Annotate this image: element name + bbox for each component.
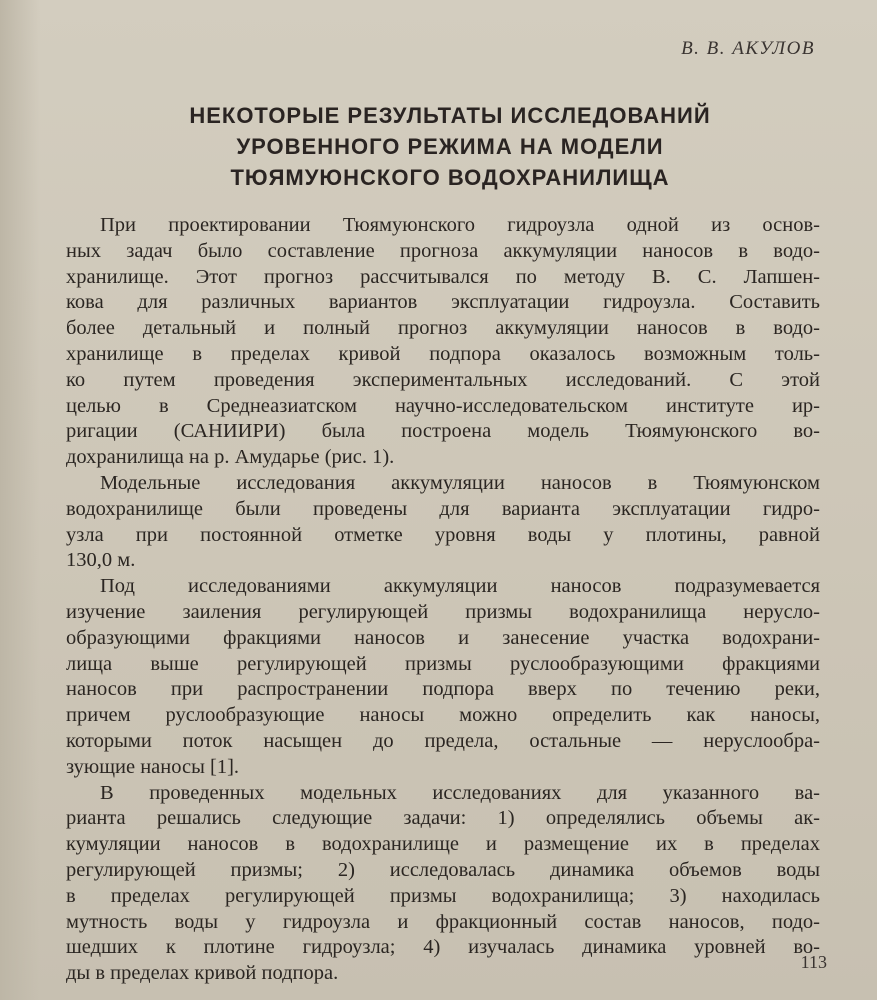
text-line: образующими фракциями наносов и занесение участка водохрани- — [66, 626, 820, 649]
text-line: лища выше регулирующей призмы руслообразующими фракциями — [66, 652, 820, 675]
text-line: шедших к плотине гидроузла; 4) изучалась динамика уровней во- — [66, 936, 820, 959]
text-line: в пределах регулирующей призмы водохранилища; 3) находилась — [66, 884, 820, 907]
paragraph-1 — [66, 213, 820, 471]
text-line: В проведенных модельных исследованиях для указанного ва- — [100, 781, 820, 804]
article-body — [66, 213, 820, 987]
text-line: которыми поток насыщен до предела, остальные — неруслообра- — [66, 729, 820, 752]
page-edge-shadow — [0, 0, 40, 1000]
text-line: целью в Среднеазиатском научно-исследовательском институте ир- — [66, 394, 820, 417]
text-line: дохранилища на р. Амударье (рис. 1). — [66, 446, 395, 469]
text-line: При проектировании Тюямуюнского гидроузла одной из основ- — [100, 214, 820, 236]
paragraph-3 — [66, 574, 820, 780]
text-line: причем руслообразующие наносы можно определить как наносы, — [66, 704, 820, 727]
text-line: хранилище. Этот прогноз рассчитывался по методу В. С. Лапшен- — [66, 265, 820, 288]
page-number: 113 — [800, 952, 827, 972]
author-name: В. В. АКУЛОВ — [681, 38, 815, 59]
text-line: наносов при распространении подпора вверх по течению реки, — [66, 678, 820, 701]
text-line: ригации (САНИИРИ) была построена модель Тюямуюнского во- — [66, 420, 820, 443]
text-line: кова для различных вариантов эксплуатации гидроузла. Составить — [66, 291, 820, 314]
text-line: изучение заиления регулирующей призмы водохранилища нерусло- — [66, 600, 820, 623]
paragraph-4 — [66, 781, 820, 987]
paragraph-2 — [66, 471, 820, 574]
text-line: ных задач было составление прогноза аккумуляции наносов в водо- — [66, 239, 820, 262]
text-line: 130,0 м. — [66, 549, 136, 572]
text-line: хранилище в пределах кривой подпора оказалось возможным толь- — [66, 342, 820, 365]
text-line: ды в пределах кривой подпора. — [66, 962, 339, 985]
title-line: НЕКОТОРЫЕ РЕЗУЛЬТАТЫ ИССЛЕДОВАНИЙ — [189, 103, 711, 128]
text-line: рианта решались следующие задачи: 1) определялись объемы ак- — [66, 807, 820, 830]
text-line: ко путем проведения экспериментальных исследований. С этой — [66, 368, 820, 391]
text-line: мутность воды у гидроузла и фракционный состав наносов, подо- — [66, 910, 820, 933]
text-line: кумуляции наносов в водохранилище и размещение их в пределах — [66, 833, 820, 856]
text-line: узла при постоянной отметке уровня воды у плотины, равной — [66, 523, 820, 546]
text-line: регулирующей призмы; 2) исследовалась динамика объемов воды — [66, 858, 820, 881]
text-line: Под исследованиями аккумуляции наносов подразумевается — [100, 575, 820, 598]
text-line: зующие наносы [1]. — [66, 755, 240, 778]
text-line: Модельные исследования аккумуляции наносов в Тюямуюнском — [100, 471, 820, 494]
title-line: УРОВЕННОГО РЕЖИМА НА МОДЕЛИ — [236, 134, 664, 159]
text-line: водохранилище были проведены для варианта эксплуатации гидро- — [66, 497, 820, 520]
text-line: более детальный и полный прогноз аккумуляции наносов в водо- — [66, 317, 820, 340]
title-line: ТЮЯМУЮНСКОГО ВОДОХРАНИЛИЩА — [230, 165, 670, 190]
article-title — [120, 100, 780, 193]
